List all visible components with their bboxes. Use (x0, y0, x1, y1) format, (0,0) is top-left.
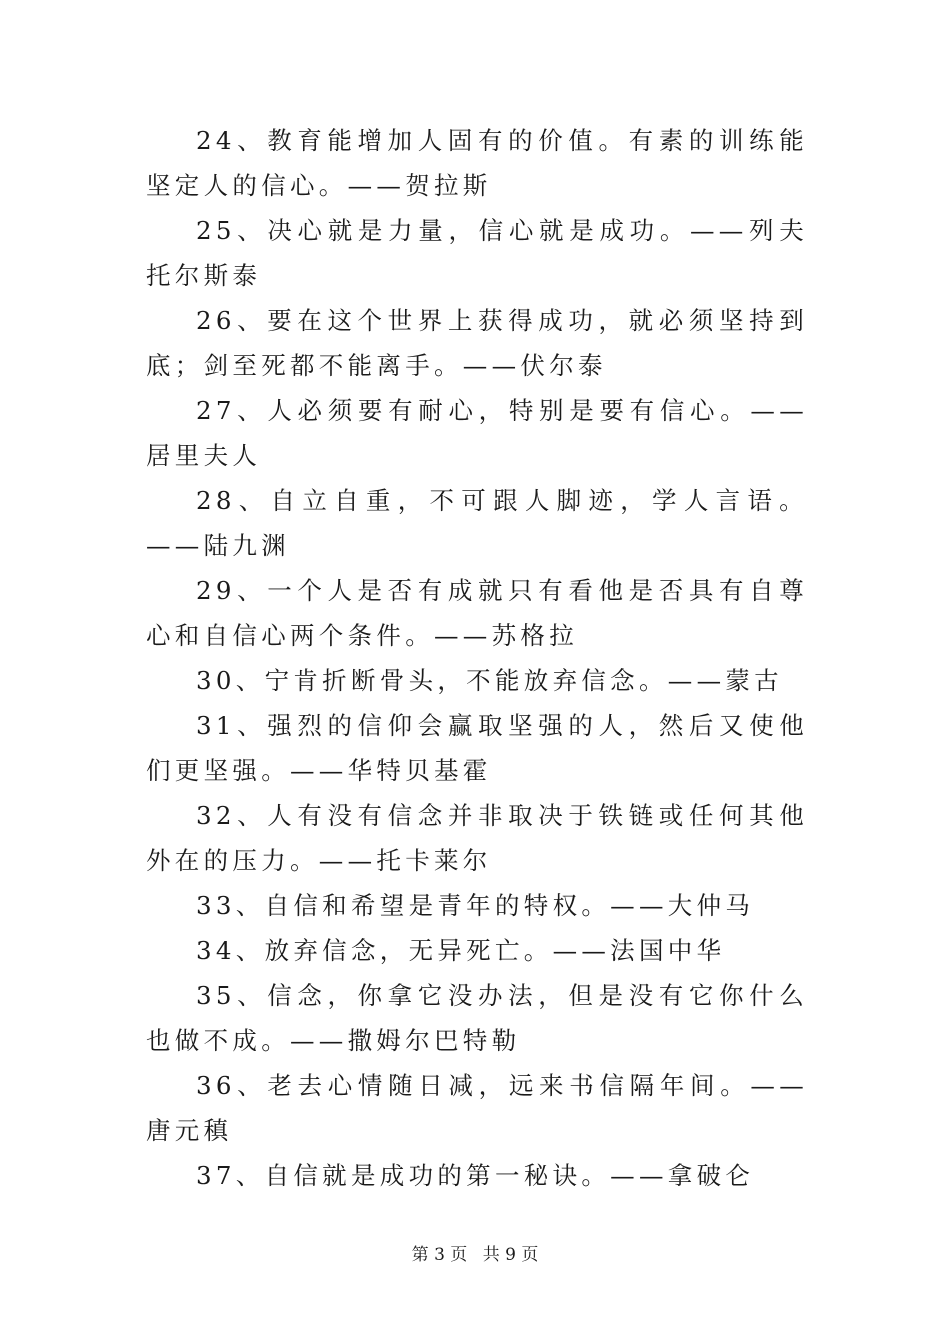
quote-item: 34、放弃信念，无异死亡。——法国中华 (196, 936, 726, 965)
quote-list (146, 118, 808, 1198)
quote-item: 27、人必须要有耐心，特别是要有信心。——居里夫人 (146, 396, 808, 470)
quote-item: 28、自立自重，不可跟人脚迹，学人言语。——陆九渊 (146, 486, 808, 560)
quote-item: 25、决心就是力量，信心就是成功。——列夫托尔斯泰 (146, 216, 808, 290)
quote-item: 30、宁肯折断骨头，不能放弃信念。——蒙古 (196, 666, 783, 695)
quote-item: 35、信念，你拿它没办法，但是没有它你什么也做不成。——撒姆尔巴特勒 (146, 981, 808, 1055)
quote-item: 37、自信就是成功的第一秘诀。——拿破仑 (196, 1161, 755, 1190)
quote-item: 24、教育能增加人固有的价值。有素的训练能坚定人的信心。——贺拉斯 (146, 126, 808, 200)
quote-item: 32、人有没有信念并非取决于铁链或任何其他外在的压力。——托卡莱尔 (146, 801, 808, 875)
quote-item: 31、强烈的信仰会赢取坚强的人，然后又使他们更坚强。——华特贝基霍 (146, 711, 808, 785)
page-number: 第 3 页 (411, 1245, 468, 1265)
quote-item: 26、要在这个世界上获得成功，就必须坚持到底；剑至死都不能离手。——伏尔泰 (146, 306, 808, 380)
page-footer (0, 1240, 950, 1265)
quote-item: 29、一个人是否有成就只有看他是否具有自尊心和自信心两个条件。——苏格拉 (146, 576, 808, 650)
quote-item: 36、老去心情随日减，远来书信隔年间。——唐元稹 (146, 1071, 808, 1145)
page-total: 共 9 页 (482, 1245, 539, 1265)
quote-item: 33、自信和希望是青年的特权。——大仲马 (196, 891, 755, 920)
